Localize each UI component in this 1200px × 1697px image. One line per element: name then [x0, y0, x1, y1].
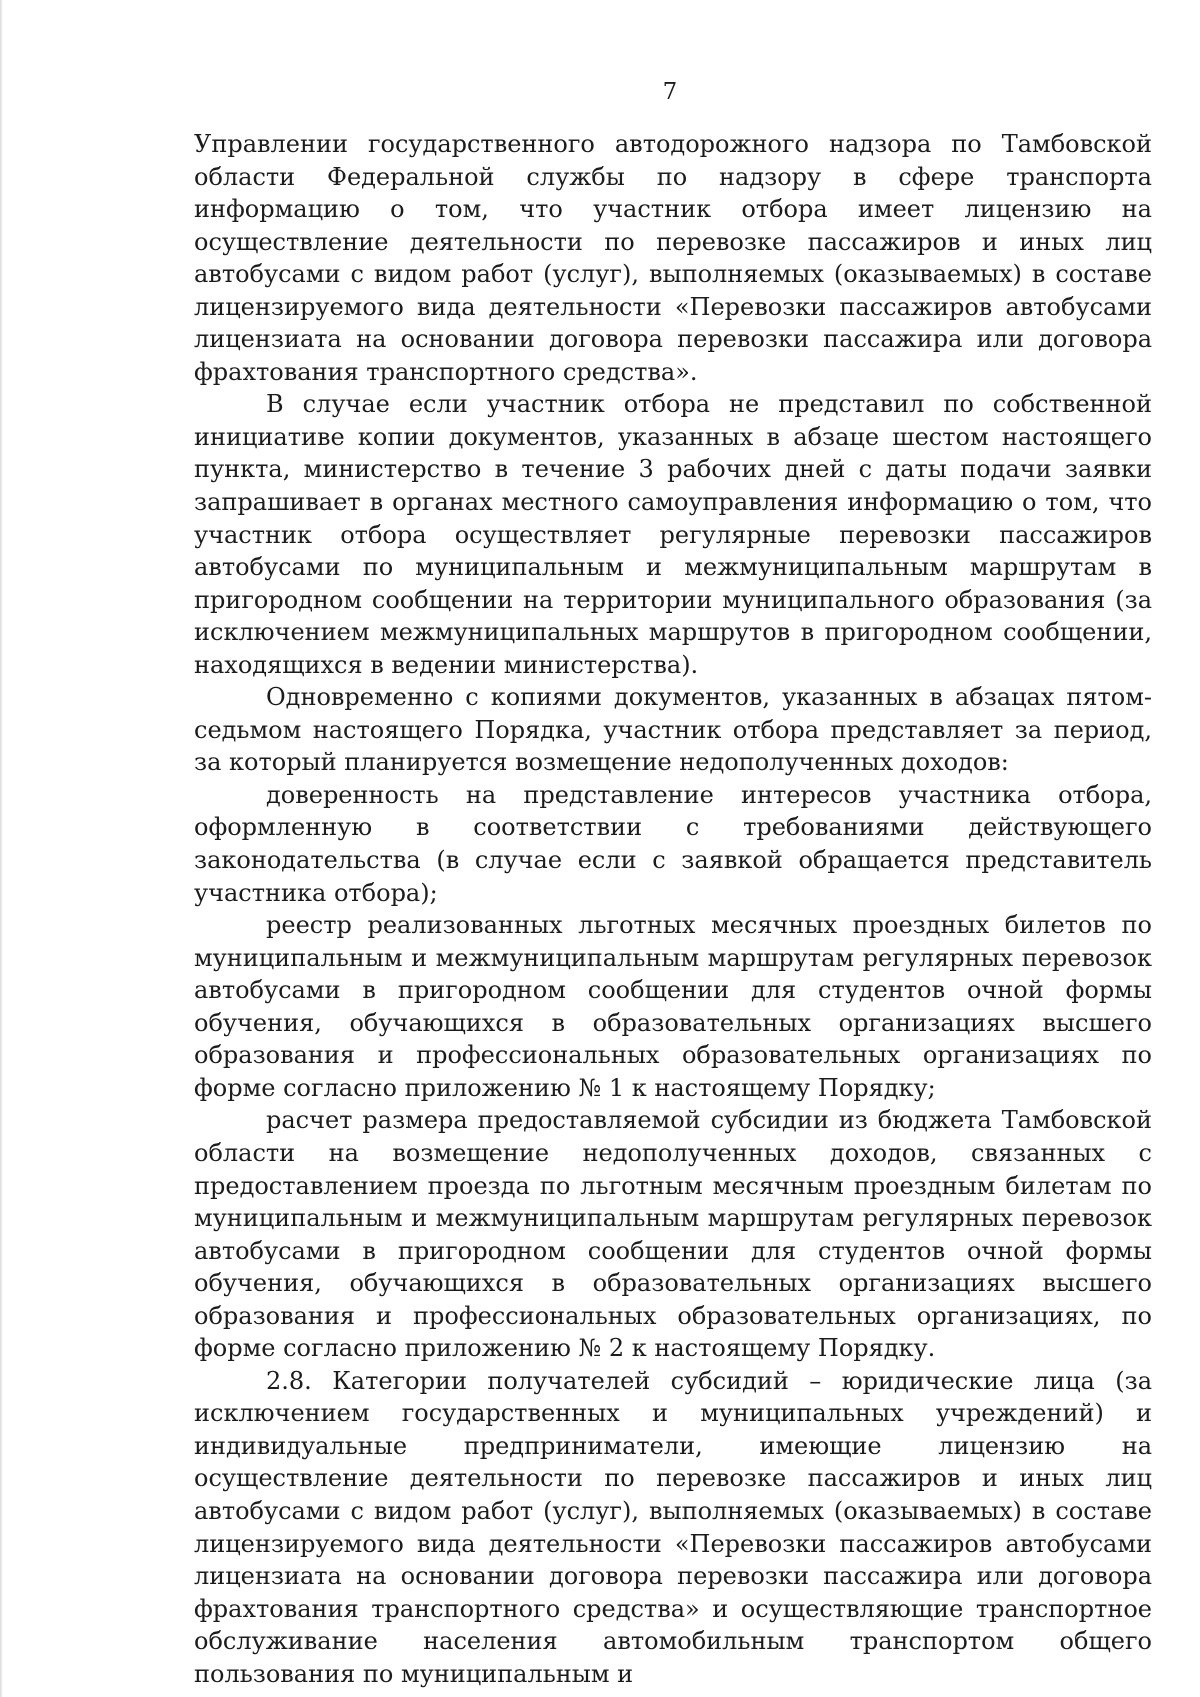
paragraph: Одновременно с копиями документов, указанных в абзацах пятом-седьмом настоящего Порядка, участник отбора представляет за период, за который планируется возмещение недополученных доходов:	[194, 683, 1152, 777]
document-body	[194, 128, 1152, 1690]
paragraph: В случае если участник отбора не представил по собственной инициативе копии документов, указанных в абзаце шестом настоящего пункта, министерство в течение 3 рабочих дней с даты подачи заявки запрашивает в органах местного самоуправления информацию о том, что участник отбора осуществляет регулярные перевозки пассажиров автобусами по муниципальным и межмуниципальным маршрутам в пригородном сообщении на территории муниципального образования (за исключением межмуниципальных маршрутов в пригородном сообщении, находящихся в ведении министерства).	[194, 390, 1152, 679]
page-number: 7	[662, 79, 678, 105]
paragraph: расчет размера предоставляемой субсидии из бюджета Тамбовской области на возмещение недополученных доходов, связанных с предоставлением проезда по льготным месячным проездным билетам по муниципальным и межмуниципальным маршрутам регулярных перевозок автобусами в пригородном сообщении для студентов очной формы обучения, обучающихся в образовательных организациях высшего образования и профессиональных образовательных организациях, по форме согласно приложению № 2 к настоящему Порядку.	[194, 1106, 1152, 1363]
paragraph: 2.8. Категории получателей субсидий – юридические лица (за исключением государственных и муниципальных учреждений) и индивидуальные предприниматели, имеющие лицензию на осуществление деятельности по перевозке пассажиров и иных лиц автобусами с видом работ (услуг), выполняемых (оказываемых) в составе лицензируемого вида деятельности «Перевозки пассажиров автобусами лицензиата на основании договора перевозки пассажира или договора фрахтования транспортного средства» и осуществляющие транспортное обслуживание населения автомобильным транспортом общего пользования по муниципальным и	[194, 1366, 1152, 1688]
paragraph-continuation: Управлении государственного автодорожного надзора по Тамбовской области Федеральной службы по надзору в сфере транспорта информацию о том, что участник отбора имеет лицензию на осуществление деятельности по перевозке пассажиров и иных лиц автобусами с видом работ (услуг), выполняемых (оказываемых) в составе лицензируемого вида деятельности «Перевозки пассажиров автобусами лицензиата на основании договора перевозки пассажира или договора фрахтования транспортного средства».	[194, 130, 1152, 386]
paragraph: реестр реализованных льготных месячных проездных билетов по муниципальным и межмуниципальным маршрутам регулярных перевозок автобусами в пригородном сообщении для студентов очной формы обучения, обучающихся в образовательных организациях высшего образования и профессиональных образовательных организациях по форме согласно приложению № 1 к настоящему Порядку;	[194, 911, 1152, 1102]
paragraph: доверенность на представление интересов участника отбора, оформленную в соответствии с требованиями действующего законодательства (в случае если с заявкой обращается представитель участника отбора);	[194, 780, 1152, 907]
scan-edge	[0, 0, 3, 1697]
